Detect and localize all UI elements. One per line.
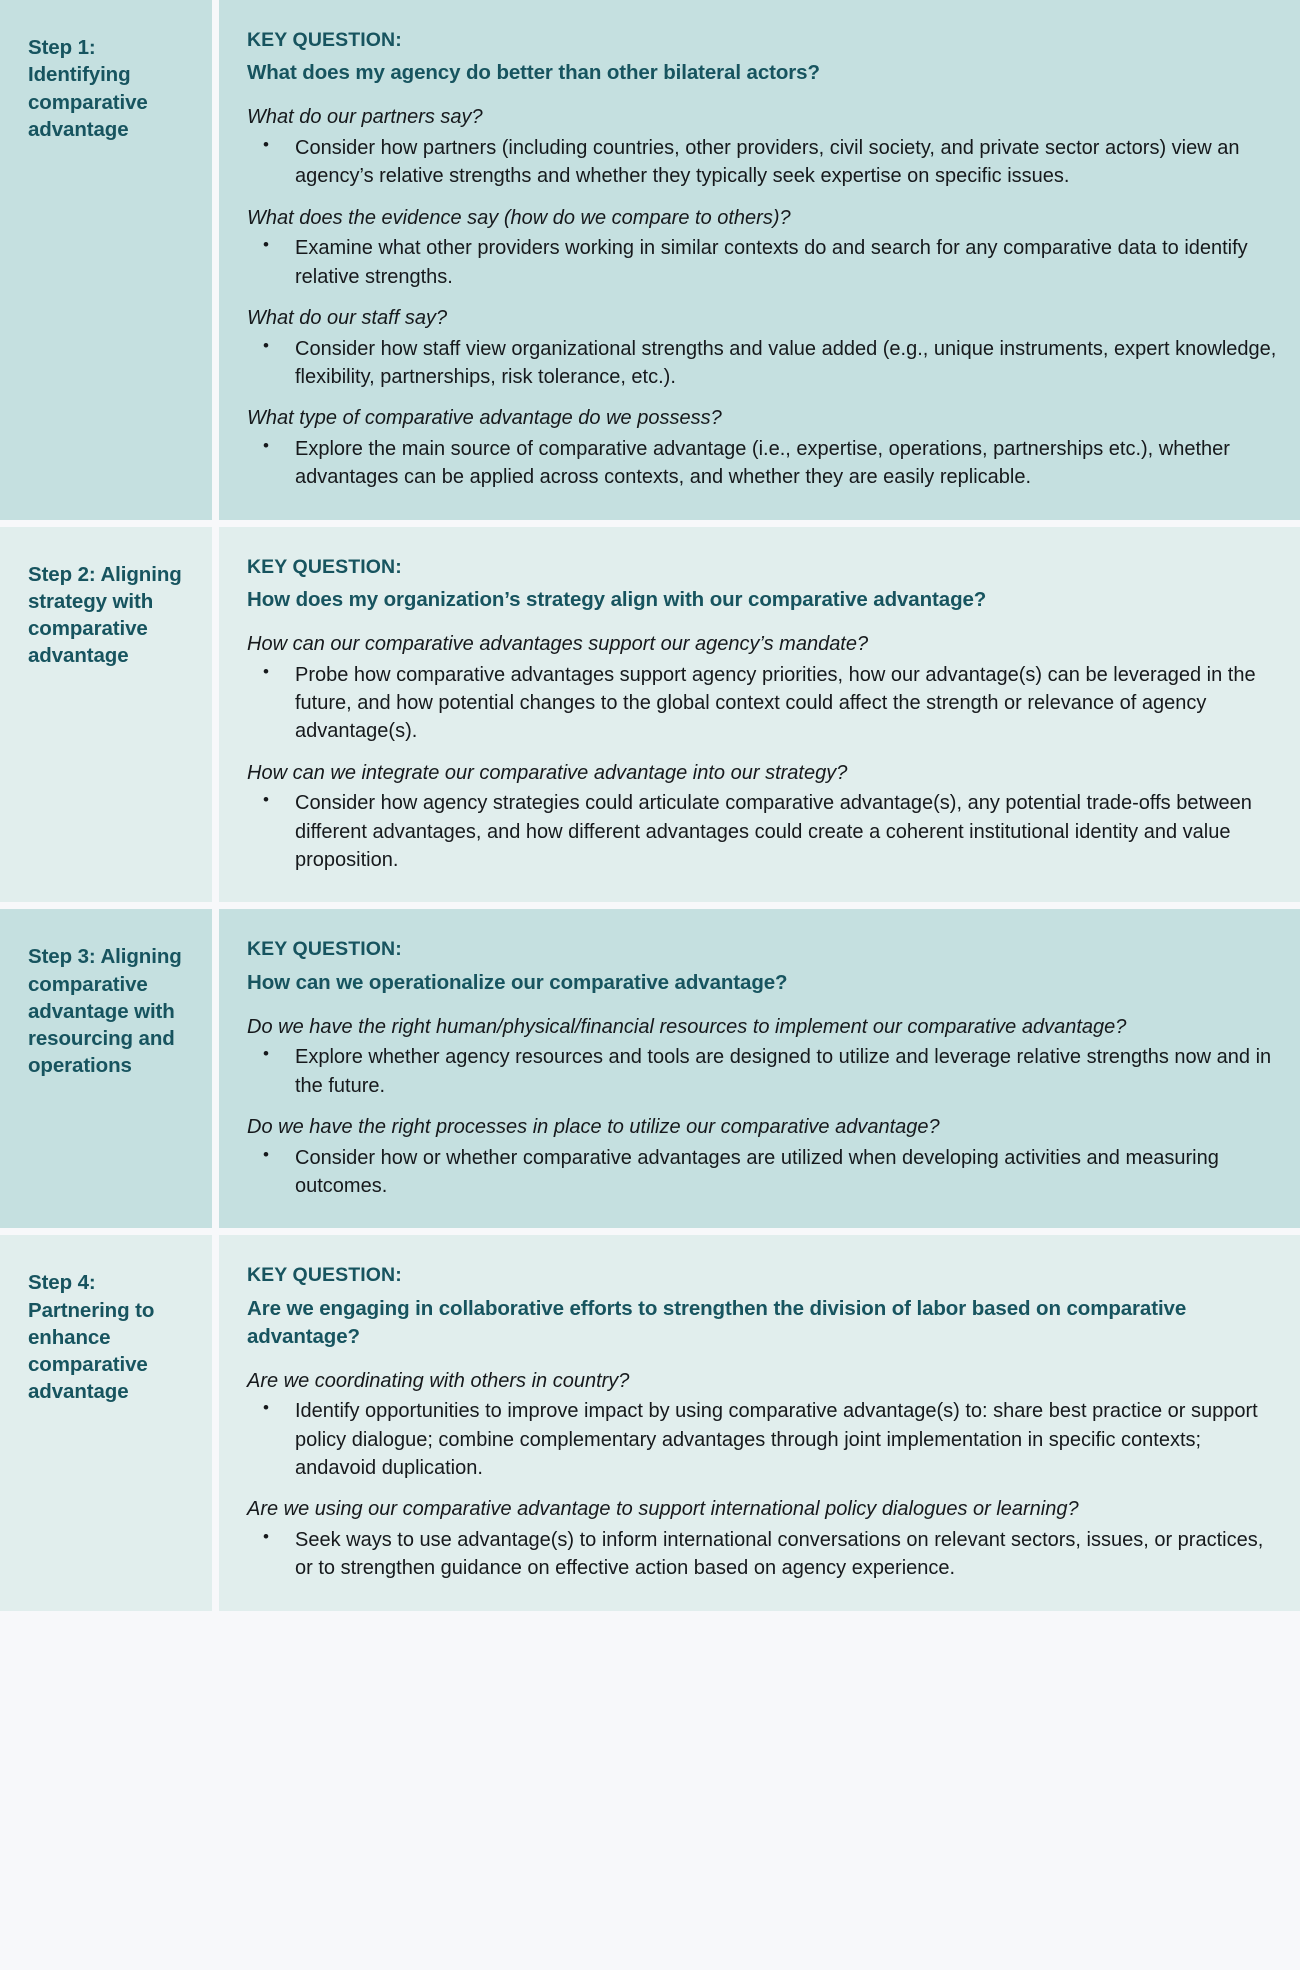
step-content-cell-1 [219, 0, 1300, 520]
qa-block [247, 405, 1282, 491]
key-question-label: KEY QUESTION: [247, 938, 402, 961]
list-item: • Explore whether agency resources and tools are designed to utilize and leverage relative strengths now and in the future. [247, 1043, 1282, 1100]
list-item: • Probe how comparative advantages support agency priorities, how our advantage(s) can be leveraged in the future, and how potential changes to the global context could affect the strength or relevance of agency advantage(s). [247, 661, 1282, 746]
list-item: • Identify opportunities to improve impact by using comparative advantage(s) to: share best practice or support policy dialogue; combine complementary advantages through joint implementation in specific contexts; andavoid duplication. [247, 1397, 1282, 1482]
table-row [0, 1235, 1300, 1610]
sub-question: Do we have the right processes in place to utilize our comparative advantage? [247, 1116, 940, 1139]
table-row [0, 0, 1300, 520]
qa-block [247, 305, 1282, 391]
sub-question: What does the evidence say (how do we compare to others)? [247, 206, 791, 229]
qa-block [247, 1014, 1282, 1100]
key-question-text: What does my agency do better than other bilateral actors? [247, 61, 820, 85]
step-label-cell-1 [0, 0, 212, 520]
bullet-list [247, 1397, 1282, 1482]
step-label-cell-3 [0, 909, 212, 1228]
step-label-cell-2 [0, 527, 212, 903]
qa-block [247, 631, 1282, 746]
list-item: • Seek ways to use advantage(s) to inform international conversations on relevant sectors, issues, or practices, or to strengthen guidance on effective action based on agency experience. [247, 1526, 1282, 1583]
table-row [0, 527, 1300, 903]
step-content-cell-3 [219, 909, 1300, 1228]
bullet-list [247, 435, 1282, 492]
step-title: Step 2: Aligning strategy with comparative advantage [28, 562, 182, 668]
qa-block [247, 1368, 1282, 1483]
bullet-list [247, 1043, 1282, 1100]
qa-block [247, 760, 1282, 875]
bullet-list [247, 789, 1282, 874]
step-title: Step 3: Aligning comparative advantage with resourcing and operations [28, 945, 182, 1078]
step-title: Step 1: Identifying comparative advantage [28, 36, 148, 141]
qa-block [247, 104, 1282, 190]
sub-question: What do our staff say? [247, 306, 448, 329]
key-question-text: How does my organization’s strategy align with our comparative advantage? [247, 588, 987, 612]
key-question-label: KEY QUESTION: [247, 555, 402, 578]
sub-question: What type of comparative advantage do we possess? [247, 407, 722, 430]
sub-question: How can we integrate our comparative advantage into our strategy? [247, 761, 848, 784]
bullet-list [247, 335, 1282, 392]
step-content-cell-2 [219, 527, 1300, 903]
bullet-list [247, 134, 1282, 191]
key-question-text: How can we operationalize our comparative advantage? [247, 970, 788, 994]
bullet-list [247, 1144, 1282, 1201]
table-row [0, 909, 1300, 1228]
list-item: • Consider how staff view organizational strengths and value added (e.g., unique instruments, expert knowledge, flexibility, partnerships, risk tolerance, etc.). [247, 335, 1282, 392]
step-content-cell-4 [219, 1235, 1300, 1610]
sub-question: How can our comparative advantages support our agency’s mandate? [247, 632, 869, 655]
list-item: • Explore the main source of comparative advantage (i.e., expertise, operations, partnerships etc.), whether advantages can be applied across contexts, and whether they are easily replicable. [247, 435, 1282, 492]
sub-question: Are we using our comparative advantage to support international policy dialogues or learning? [247, 1498, 1079, 1521]
step-title: Step 4: Partnering to enhance comparative advantage [28, 1271, 155, 1404]
sub-question: Do we have the right human/physical/financial resources to implement our comparative advantage? [247, 1015, 1127, 1038]
list-item: • Examine what other providers working in similar contexts do and search for any comparative data to identify relative strengths. [247, 234, 1282, 291]
bullet-list [247, 661, 1282, 746]
key-question-label: KEY QUESTION: [247, 1264, 402, 1287]
list-item: • Consider how or whether comparative advantages are utilized when developing activities and measuring outcomes. [247, 1144, 1282, 1201]
sub-question: Are we coordinating with others in country? [247, 1369, 630, 1392]
sub-question: What do our partners say? [247, 106, 483, 129]
key-question-label: KEY QUESTION: [247, 29, 402, 51]
key-question-text: Are we engaging in collaborative efforts to strengthen the division of labor based on comparative advantage? [247, 1296, 1187, 1348]
bullet-list [247, 234, 1282, 291]
step-label-cell-4 [0, 1235, 212, 1610]
qa-block [247, 205, 1282, 291]
bullet-list [247, 1526, 1282, 1583]
list-item: • Consider how agency strategies could articulate comparative advantage(s), any potential trade-offs between different advantages, and how different advantages could create a coherent institutional identity and value proposition. [247, 789, 1282, 874]
qa-block [247, 1496, 1282, 1582]
list-item: • Consider how partners (including countries, other providers, civil society, and private sector actors) view an agency’s relative strengths and whether they typically seek expertise on specific issues. [247, 134, 1282, 191]
qa-block [247, 1114, 1282, 1200]
